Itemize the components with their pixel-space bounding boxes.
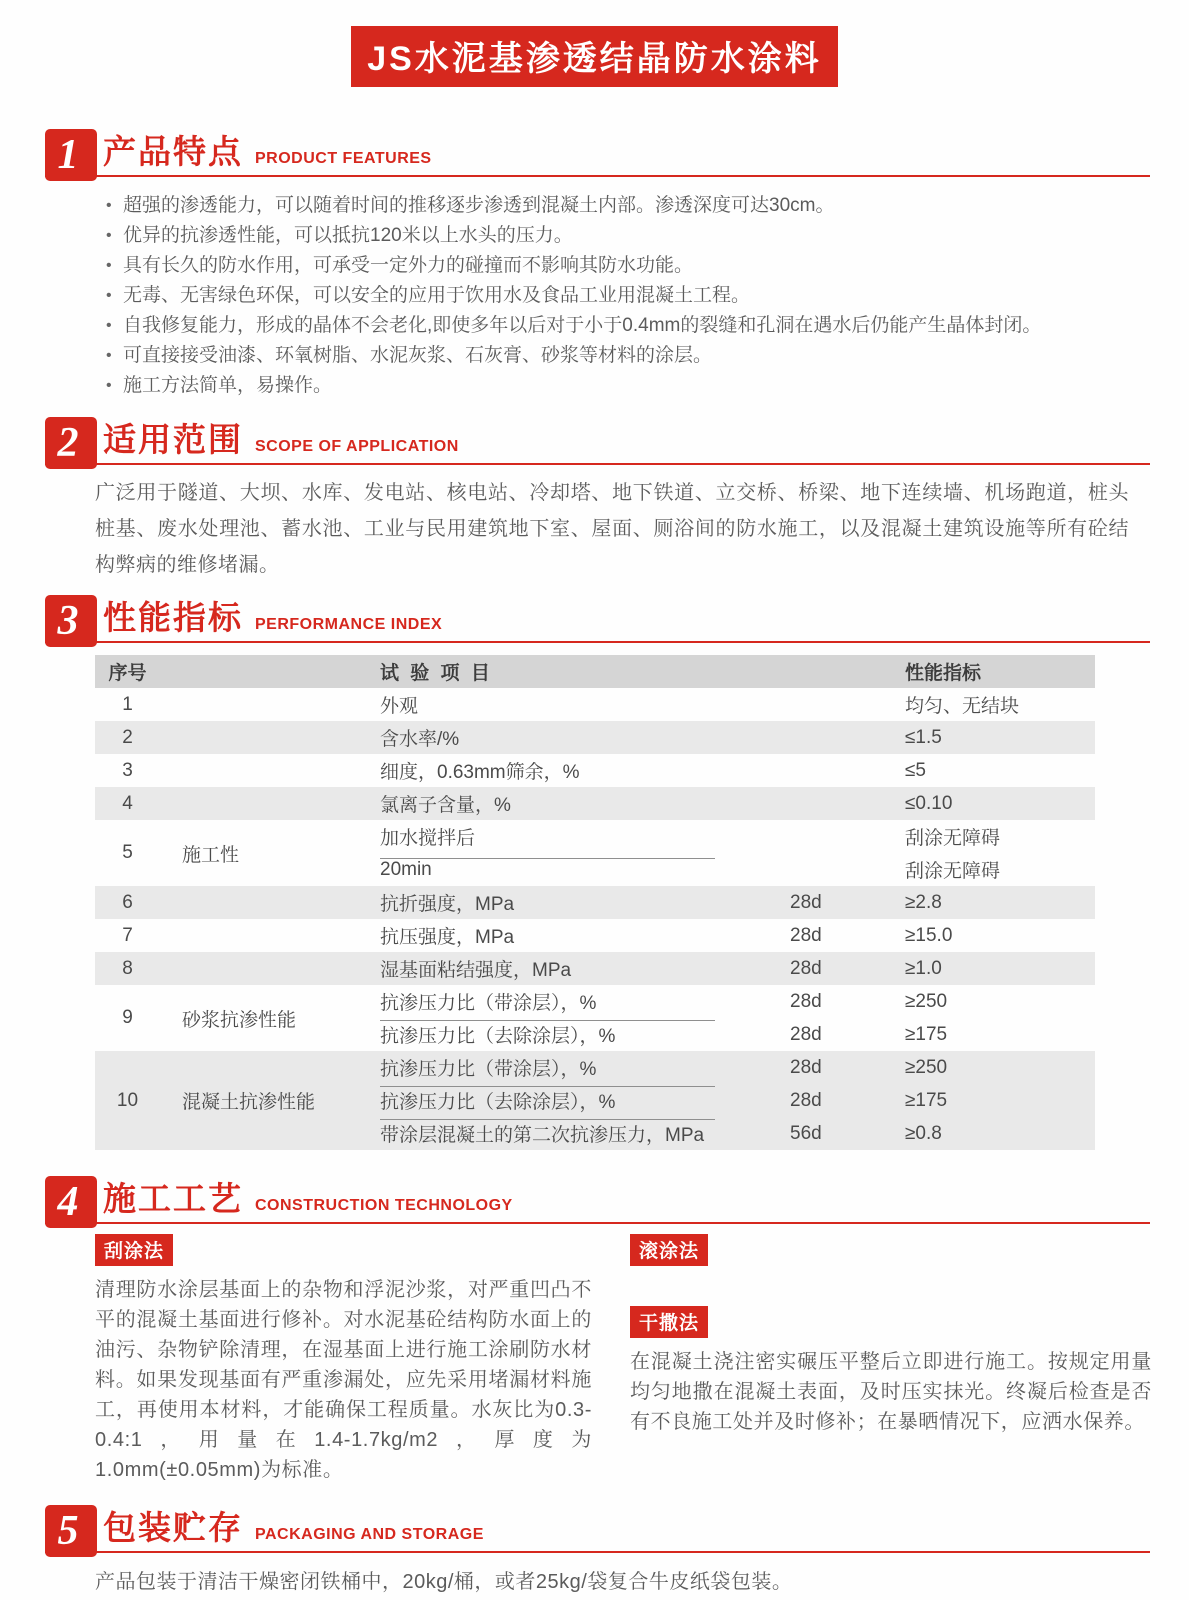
feature-item: • 超强的渗透能力，可以随着时间的推移逐步渗透到混凝土内部。渗透深度可达30cm。 [106, 191, 1144, 221]
cell-value: ≤1.5 [905, 726, 942, 748]
cell-value: ≥175 [905, 1023, 948, 1045]
cell-test: 抗渗压力比（去除涂层），% [380, 1021, 770, 1048]
feature-item: • 自我修复能力，形成的晶体不会老化,即使多年以后对于小于0.4mm的裂缝和孔洞在遇水后仍能产生晶体封闭。 [106, 311, 1144, 341]
cell-value: ≥15.0 [905, 924, 953, 946]
table-row [95, 886, 1095, 919]
feature-item: • 优异的抗渗透性能，可以抵抗120米以上水头的压力。 [106, 221, 1144, 251]
table-row [95, 985, 1095, 1051]
section-3-number-badge: 3 [45, 595, 97, 647]
header-test: 试 验 项 目 [380, 663, 493, 684]
section-5-title: 包装贮存 [103, 1509, 243, 1546]
feature-item: • 具有长久的防水作用，可承受一定外力的碰撞而不影响其防水功能。 [106, 251, 1144, 281]
section-1-number-badge: 1 [45, 129, 97, 181]
cell-no: 4 [122, 792, 133, 814]
cell-no: 6 [122, 891, 133, 913]
cell-no: 5 [122, 842, 133, 863]
cell-no: 1 [122, 693, 133, 715]
method-right-column [630, 1234, 1152, 1485]
section-4-title: 施工工艺 [103, 1180, 243, 1217]
cell-test: 湿基面粘结强度，MPa [380, 960, 572, 981]
cell-value: 刮涂无障碍 [905, 861, 1001, 882]
section-5-header [45, 1499, 1150, 1553]
method-scrape-coating [95, 1234, 592, 1485]
section-4-titles [103, 1173, 513, 1220]
cell-value: ≥1.0 [905, 957, 942, 979]
cell-age: 28d [790, 891, 822, 913]
cell-group: 混凝土抗渗性能 [182, 1092, 316, 1113]
feature-item: • 施工方法简单，易操作。 [106, 371, 1144, 401]
feature-list [106, 191, 1144, 401]
table-header-row [95, 655, 1095, 688]
construction-methods [95, 1234, 1152, 1485]
section-3-header [45, 589, 1150, 643]
cell-test: 加水搅拌后 [380, 828, 476, 849]
table-row [95, 820, 1095, 886]
cell-value: ≤5 [905, 759, 926, 781]
packaging-paragraph: 产品包装于清洁干燥密闭铁桶中，20kg/桶，或者25kg/袋复合牛皮纸袋包装。 [95, 1571, 793, 1593]
cell-value: ≥250 [905, 990, 948, 1012]
cell-no: 2 [122, 726, 133, 748]
method-dry-sprinkle [630, 1306, 1152, 1437]
cell-value: ≥2.8 [905, 891, 942, 913]
header-no: 序号 [108, 663, 147, 684]
method-badge-roll: 滚涂法 [630, 1234, 708, 1266]
section-4-subtitle: CONSTRUCTION TECHNOLOGY [255, 1197, 513, 1214]
cell-no: 10 [116, 1089, 139, 1111]
scope-paragraph: 广泛用于隧道、大坝、水库、发电站、核电站、冷却塔、地下铁道、立交桥、桥梁、地下连续墙、机场跑道，桩头桩基、废水处理池、蓄水池、工业与民用建筑地下室、屋面、厕浴间的防水施工，以及混凝土建筑设施等所有砼结构弊病的维修堵漏。 [95, 482, 1129, 576]
section-4-header [45, 1170, 1150, 1224]
method-text-scrape: 清理防水涂层基面上的杂物和浮泥沙浆，对严重凹凸不平的混凝土基面进行修补。对水泥基砼结构防水面上的油污、杂物铲除清理，在湿基面上进行施工涂刷防水材料。如果发现基面有严重渗漏处，应先采用堵漏材料施工，再使用本材料，才能确保工程质量。水灰比为0.3-0.4:1，用量在1.4-1.7kg/m2，厚度为1.0mm(±0.05mm)为标准。 [95, 1279, 592, 1481]
cell-group: 砂浆抗渗性能 [182, 1009, 297, 1031]
section-2-title: 适用范围 [103, 421, 243, 458]
cell-no: 9 [122, 1007, 133, 1028]
section-5-titles [103, 1502, 484, 1549]
table-row [95, 688, 1095, 721]
cell-group: 施工性 [182, 844, 240, 866]
section-5-number-badge: 5 [45, 1505, 97, 1557]
table-row [95, 787, 1095, 820]
section-4-number-badge: 4 [45, 1176, 97, 1228]
cell-age: 28d [790, 1089, 822, 1111]
cell-test: 抗压强度，MPa [380, 927, 515, 948]
cell-test: 外观 [380, 696, 419, 717]
cell-age: 28d [790, 957, 822, 979]
header-value: 性能指标 [905, 663, 982, 684]
cell-test: 抗渗压力比（去除涂层），% [380, 1087, 770, 1114]
section-2-number-badge: 2 [45, 417, 97, 469]
section-1-subtitle: PRODUCT FEATURES [255, 150, 432, 167]
method-badge-dry: 干撒法 [630, 1306, 708, 1338]
cell-value: 刮涂无障碍 [905, 828, 1001, 849]
method-roll-coating [630, 1234, 1152, 1266]
cell-test: 细度，0.63mm筛余，% [380, 762, 580, 783]
section-3-title: 性能指标 [103, 599, 243, 636]
table-row [95, 721, 1095, 754]
page-title: JS水泥基渗透结晶防水涂料 [351, 26, 838, 87]
section-1-title: 产品特点 [103, 133, 243, 170]
cell-no: 8 [122, 957, 133, 979]
cell-value: ≤0.10 [905, 792, 953, 814]
section-1-header [45, 123, 1150, 177]
table-row [95, 754, 1095, 787]
cell-test: 抗渗压力比（带涂层），% [380, 993, 597, 1014]
cell-age: 28d [790, 924, 822, 946]
cell-age: 28d [790, 1023, 822, 1045]
cell-age: 28d [790, 990, 822, 1012]
cell-value: ≥0.8 [905, 1122, 942, 1144]
section-5-subtitle: PACKAGING AND STORAGE [255, 1526, 484, 1543]
cell-test: 氯离子含量，% [380, 795, 511, 816]
performance-table [95, 655, 1095, 1150]
cell-test: 抗折强度，MPa [380, 894, 515, 915]
method-text-dry: 在混凝土浇注密实碾压平整后立即进行施工。按规定用量均匀地撒在混凝土表面，及时压实抹光。终凝后检查是否有不良施工处并及时修补；在暴晒情况下，应洒水保养。 [630, 1351, 1152, 1433]
cell-test: 抗渗压力比（带涂层），% [380, 1059, 597, 1080]
cell-age: 28d [790, 1056, 822, 1078]
cell-test: 含水率/% [380, 729, 460, 750]
table-row [95, 1051, 1095, 1150]
cell-test: 带涂层混凝土的第二次抗渗压力，MPa [380, 1120, 770, 1147]
section-3-titles [103, 592, 442, 639]
section-1-titles [103, 126, 432, 173]
section-2-titles [103, 414, 459, 461]
table-row [95, 952, 1095, 985]
cell-value: 均匀、无结块 [905, 696, 1020, 717]
section-3-subtitle: PERFORMANCE INDEX [255, 616, 443, 633]
cell-value: ≥175 [905, 1089, 948, 1111]
method-badge-scrape: 刮涂法 [95, 1234, 173, 1266]
cell-value: ≥250 [905, 1056, 948, 1078]
cell-test: 20min [380, 859, 770, 881]
cell-no: 7 [122, 924, 133, 946]
feature-item: • 无毒、无害绿色环保，可以安全的应用于饮用水及食品工业用混凝土工程。 [106, 281, 1144, 311]
cell-age: 56d [790, 1122, 822, 1144]
section-2-subtitle: SCOPE OF APPLICATION [255, 438, 459, 455]
cell-no: 3 [122, 759, 133, 781]
table-row [95, 919, 1095, 952]
section-2-header [45, 411, 1150, 465]
feature-item: • 可直接接受油漆、环氧树脂、水泥灰浆、石灰膏、砂浆等材料的涂层。 [106, 341, 1144, 371]
